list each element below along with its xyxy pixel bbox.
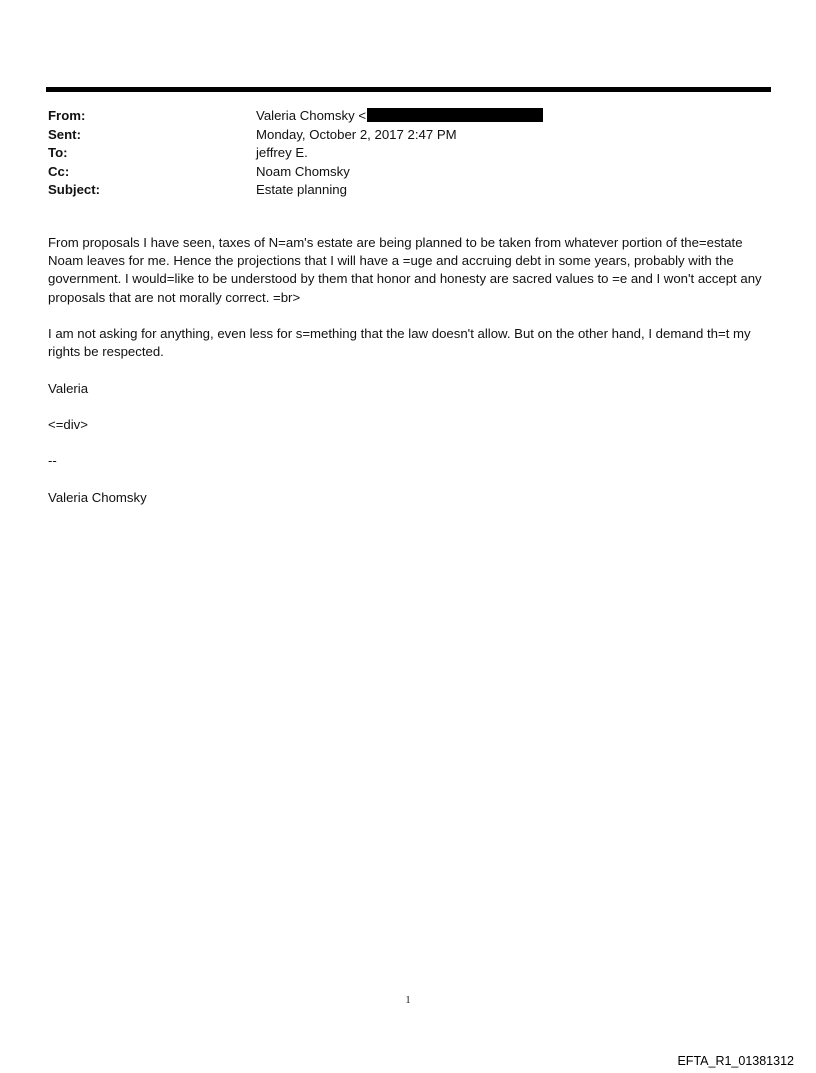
header-top-rule [46, 87, 771, 92]
to-label: To: [48, 145, 68, 160]
to-row [48, 144, 748, 163]
redaction-bar [367, 108, 543, 122]
from-value [256, 107, 748, 126]
body-paragraph-5: -- [48, 453, 57, 469]
document-id: EFTA_R1_01381312 [677, 1054, 794, 1068]
cc-row [48, 163, 748, 182]
from-label: From: [48, 108, 86, 123]
sent-value: Monday, October 2, 2017 2:47 PM [256, 126, 457, 142]
email-body [48, 234, 768, 525]
subject-row [48, 181, 748, 200]
subject-label: Subject: [48, 182, 101, 197]
subject-value: Estate planning [256, 182, 347, 197]
cc-value: Noam Chomsky [256, 163, 350, 179]
email-header [48, 107, 748, 200]
cc-label: Cc: [48, 163, 70, 179]
sent-label: Sent: [48, 126, 81, 142]
sent-row [48, 126, 748, 145]
signature: Valeria Chomsky [48, 489, 147, 505]
page-number: 1 [405, 995, 411, 1006]
body-paragraph-2: I am not asking for anything, even less for s=mething that the law doesn't allow. But on the other hand, I demand th=t my rights be respected. [48, 326, 751, 360]
from-row [48, 107, 748, 126]
to-value: jeffrey E. [256, 145, 308, 160]
body-paragraph-4: <=div> [48, 416, 88, 432]
from-sender-name: Valeria Chomsky < [256, 108, 367, 123]
body-paragraph-3: Valeria [48, 380, 89, 396]
body-paragraph-1: From proposals I have seen, taxes of N=am's estate are being planned to be taken from whatever portion of the=estate Noam leaves for me. Hence the projections that I will have a =uge and accruing debt in some years, probably with the government. I would=like to be understood by them that honor and honesty are sacred values to =e and I won't accept any proposals that are not morally correct. =br> [48, 235, 762, 305]
